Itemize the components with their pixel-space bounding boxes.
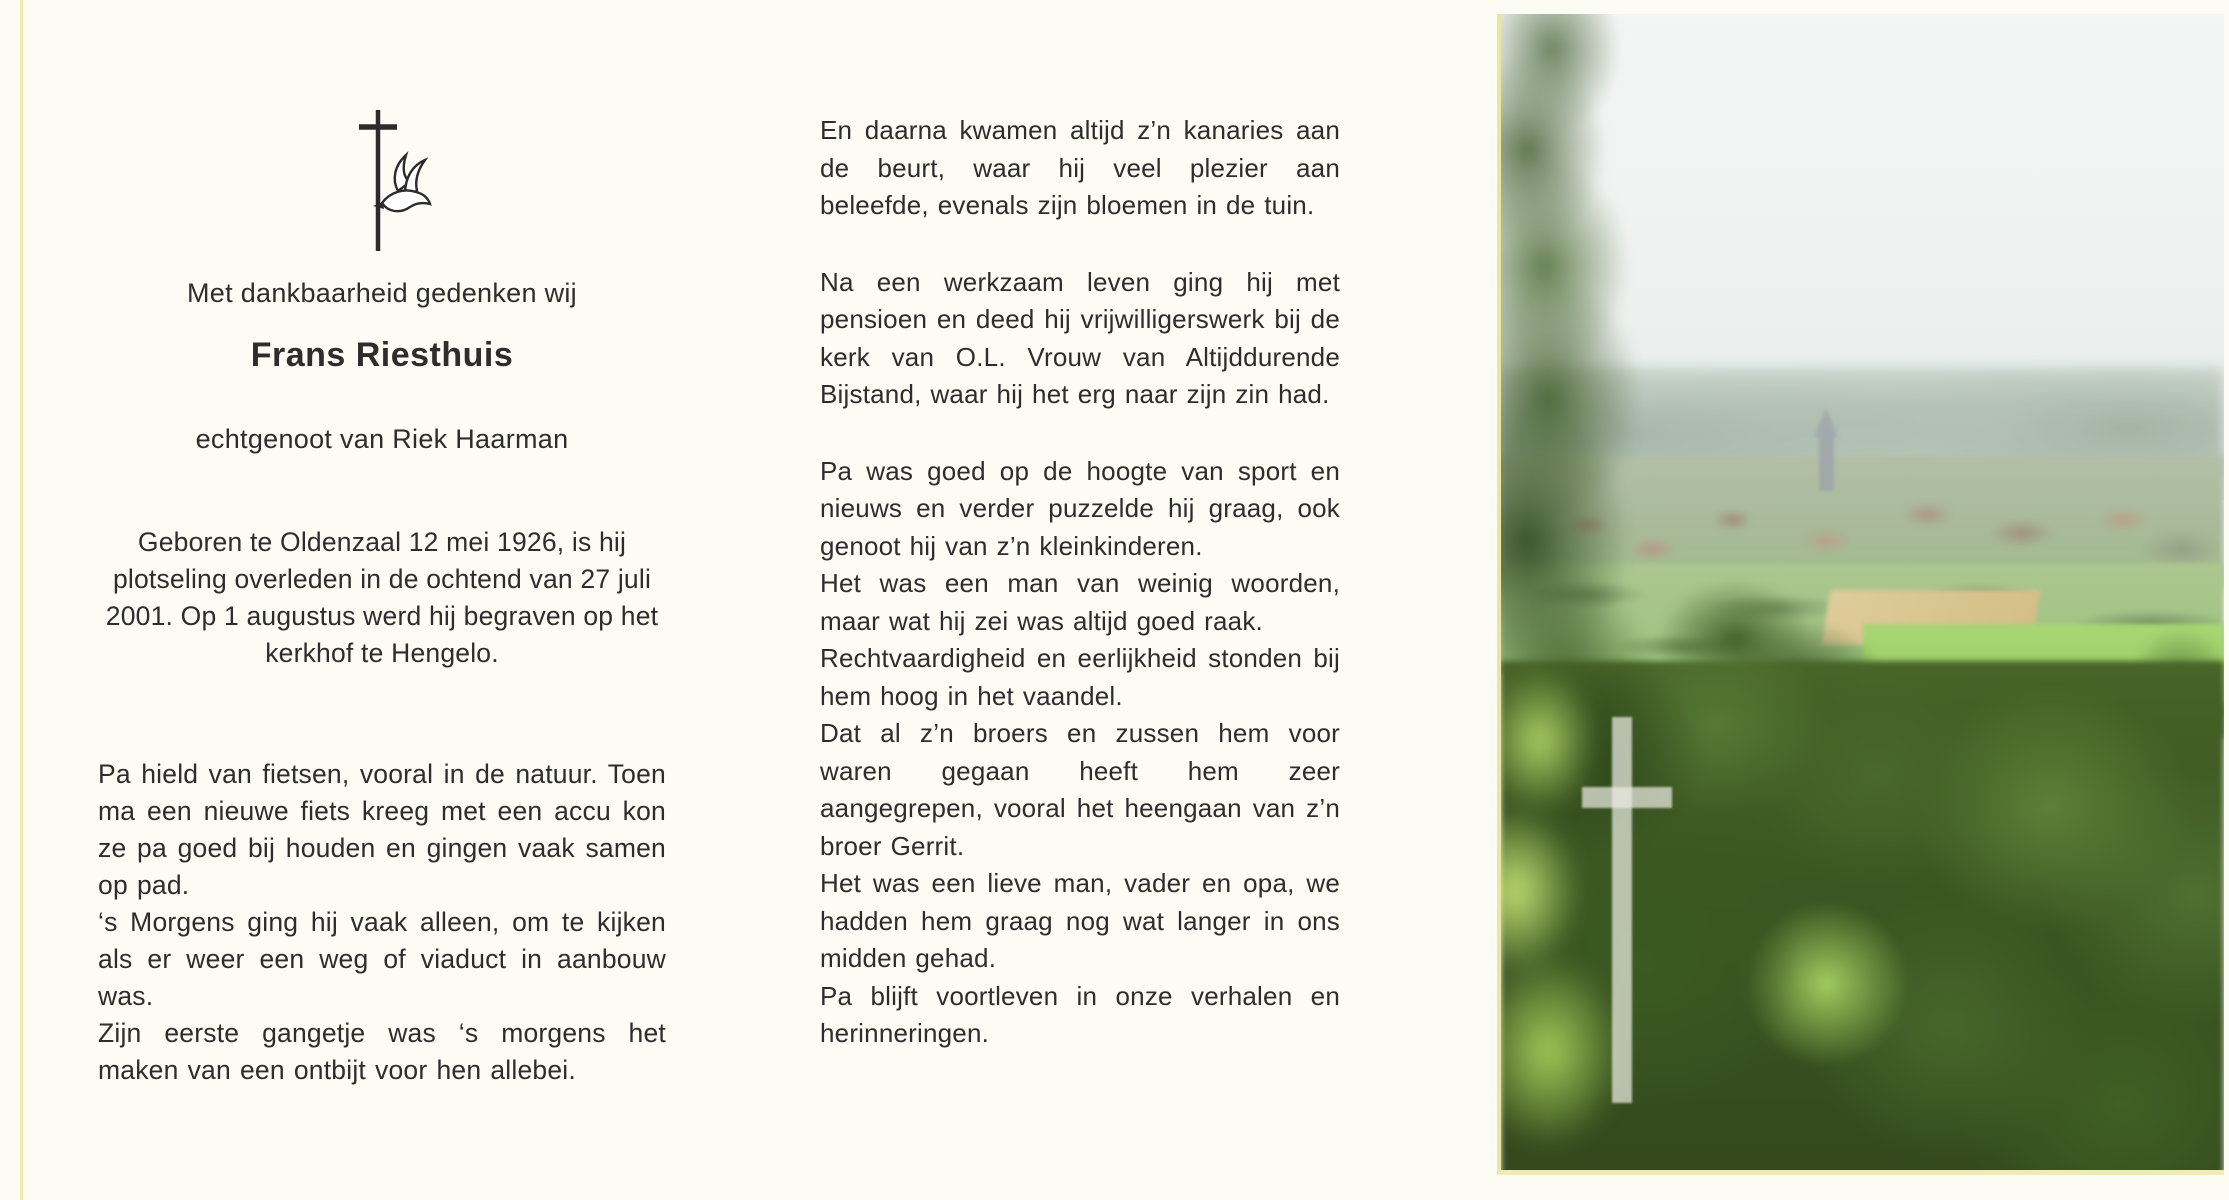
paragraph: Zijn eerste gangetje was ‘s morgens het maken van een ontbijt voor hen allebei.	[98, 1018, 666, 1085]
middle-text-run	[820, 453, 1340, 1053]
paragraph: ‘s Morgens ging hij vaak alleen, om te kijken als er weer een weg of viaduct in aanbouw was.	[98, 907, 666, 1011]
relation-line: echtgenoot van Riek Haarman	[195, 424, 569, 454]
card-edge-line	[20, 0, 23, 1200]
paragraph: Dat al z’n broers en zussen hem voor waren gegaan heeft hem zeer aangegrepen, vooral het heengaan van z’n broer Gerrit.	[820, 718, 1340, 861]
dedication-line: Met dankbaarheid gedenken wij	[187, 278, 577, 308]
paragraph: Het was een lieve man, vader en opa, we hadden hem graag nog wat langer in ons midden gehad.	[820, 868, 1340, 973]
left-text-block	[98, 756, 666, 1089]
paragraph: Na een werkzaam leven ging hij met pensioen en deed hij vrijwilligerswerk bij de kerk van O.L. Vrouw van Altijddurende Bijstand, waar hij het erg naar zijn zin had.	[820, 266, 1340, 409]
paragraph: Het was een man van weinig woorden, maar wat hij zei was altijd goed raak.	[820, 568, 1340, 636]
deceased-name: Frans Riesthuis	[250, 336, 514, 374]
paragraph: Rechtvaardigheid en eerlijkheid stonden bij hem hoog in het vaandel.	[820, 643, 1340, 711]
middle-column	[820, 112, 1340, 1053]
paragraph: Pa blijft voortleven in onze verhalen en herinneringen.	[820, 980, 1340, 1048]
photo-haze-veil	[1501, 14, 2224, 1170]
paragraph: Pa was goed op de hoogte van sport en nieuws en verder puzzelde hij graag, ook genoot hij van z’n kleinkinderen.	[820, 455, 1340, 561]
cross-and-dove-icon	[98, 108, 666, 258]
landscape-photo	[1497, 14, 2224, 1175]
paragraph: Pa hield van fietsen, vooral in de natuur. Toen ma een nieuwe fiets kreeg met een accu kon ze pa goed bij houden en gingen vaak samen op pad.	[98, 759, 666, 900]
life-dates-paragraph: Geboren te Oldenzaal 12 mei 1926, is hij plotseling overleden in de ochtend van 27 juli 2001. Op 1 augustus werd hij begraven op het kerkhof te Hengelo.	[105, 527, 659, 668]
paragraph: En daarna kwamen altijd z’n kanaries aan de beurt, waar hij veel plezier aan beleefde, evenals zijn bloemen in de tuin.	[820, 115, 1340, 220]
